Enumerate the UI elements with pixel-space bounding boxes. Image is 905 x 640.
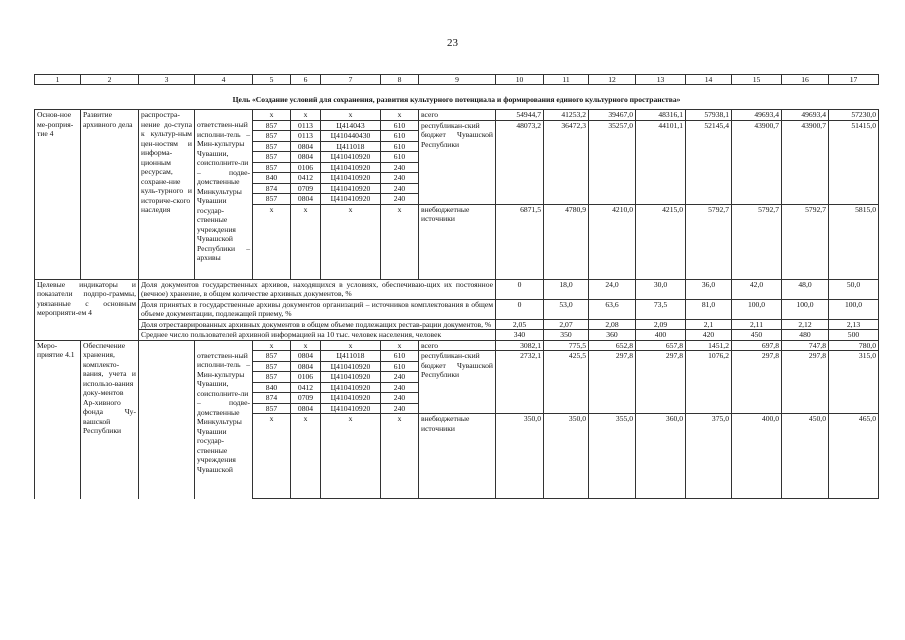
program-table — [34, 74, 879, 499]
block2-code: 857 — [253, 361, 291, 371]
header-col-6: 6 — [291, 75, 321, 85]
block1-code: 610 — [381, 141, 419, 151]
goal-title: Цель «Создание условий для сохранения, развития культурного потенциала и формирования единого культурного пространства» — [232, 95, 681, 105]
indicator-text: Доля отреставрированных архивных документов в общем объеме подлежащих рестав-рации документов, % — [139, 319, 496, 329]
indicator-value: 2,09 — [636, 319, 686, 329]
block2-total-value: 775,5 — [544, 340, 589, 350]
indicator-value: 50,0 — [829, 279, 879, 299]
block1-republic-value: 36472,3 — [544, 120, 589, 204]
block1-external-value: 4780,9 — [544, 204, 589, 279]
block1-republic-value: 44101,1 — [636, 120, 686, 204]
indicator-value: 340 — [496, 330, 544, 340]
block1-republic-value: 35257,0 — [589, 120, 636, 204]
indicator-row — [35, 330, 879, 340]
block2-total-value: 3082,1 — [496, 340, 544, 350]
header-col-17: 17 — [829, 75, 879, 85]
block1-code: Ц410410920 — [321, 152, 381, 162]
block2-total-value: 1451,2 — [686, 340, 732, 350]
block1-code: 857 — [253, 120, 291, 130]
block2-republic-value: 297,8 — [589, 351, 636, 414]
block1-republic-value: 43900,7 — [732, 120, 782, 204]
indicator-value: 100,0 — [829, 299, 879, 319]
block2-total-value: 780,0 — [829, 340, 879, 350]
indicator-value: 18,0 — [544, 279, 589, 299]
block2-code: x — [253, 414, 291, 499]
block2-code: Ц410410920 — [321, 361, 381, 371]
block1-goal-link: распростра-нение до-ступа к культур-ным цен-ностям и информа-ционным ресурсам, сохране-ние куль-турного и историче-ского наследия — [139, 110, 195, 279]
indicator-value: 63,6 — [589, 299, 636, 319]
block1-code: 0113 — [291, 131, 321, 141]
block1-code: 240 — [381, 173, 419, 183]
block1-code: Ц414043 — [321, 120, 381, 130]
block1-code: x — [291, 110, 321, 120]
block1-row — [35, 110, 879, 120]
block1-total-value: 54944,7 — [496, 110, 544, 120]
header-col-11: 11 — [544, 75, 589, 85]
block1-code: 240 — [381, 162, 419, 172]
block1-code: x — [253, 110, 291, 120]
block2-code: x — [291, 414, 321, 499]
block1-total-value: 49693,4 — [732, 110, 782, 120]
block2-code: x — [253, 340, 291, 350]
block2-code: x — [291, 340, 321, 350]
block2-code: Ц410410920 — [321, 372, 381, 382]
block1-code: 0412 — [291, 173, 321, 183]
block2-code: 0804 — [291, 403, 321, 413]
block2-code: x — [381, 414, 419, 499]
indicator-value: 0 — [496, 299, 544, 319]
block1-total-value: 57938,1 — [686, 110, 732, 120]
block2-total-value: 697,8 — [732, 340, 782, 350]
indicator-value: 100,0 — [732, 299, 782, 319]
header-col-2: 2 — [81, 75, 139, 85]
block1-external-value: 4215,0 — [636, 204, 686, 279]
block2-row — [35, 340, 879, 350]
block1-source-external: внебюджетные источники — [419, 204, 496, 279]
block1-code: 0804 — [291, 152, 321, 162]
indicator-text: Среднее число пользователей архивной информацией на 10 тыс. человек населения, человек — [139, 330, 496, 340]
block1-code: 857 — [253, 152, 291, 162]
block2-source-total: всего — [419, 340, 496, 350]
block2-code: 857 — [253, 403, 291, 413]
header-col-1: 1 — [35, 75, 81, 85]
block2-republic-value: 297,8 — [782, 351, 829, 414]
block1-code: 857 — [253, 131, 291, 141]
header-col-8: 8 — [381, 75, 419, 85]
block2-republic-value: 425,5 — [544, 351, 589, 414]
indicator-value: 2,11 — [732, 319, 782, 329]
block2-code: 0106 — [291, 372, 321, 382]
block1-executors: ответствен-ный исполни-тель – Мин-культуры Чувашии, соисполните-ли – подве-домственные Минкультуры Чувашии государ-ственные учреждения Чувашской Республики – архивы — [195, 120, 253, 279]
indicator-value: 500 — [829, 330, 879, 340]
page-number: 23 — [447, 37, 458, 49]
block2-event-type: Меро-приятие 4.1 — [35, 340, 81, 498]
block2-code: 857 — [253, 372, 291, 382]
block1-code: Ц410440430 — [321, 131, 381, 141]
block1-total-value: 41253,2 — [544, 110, 589, 120]
block1-code: Ц410410920 — [321, 183, 381, 193]
header-col-15: 15 — [732, 75, 782, 85]
block1-code: 610 — [381, 131, 419, 141]
block2-source-external: внебюджетные источники — [419, 414, 496, 499]
block2-republic-value: 2732,1 — [496, 351, 544, 414]
block1-code: Ц411018 — [321, 141, 381, 151]
block1-republic-value: 43900,7 — [782, 120, 829, 204]
block2-code: x — [381, 340, 419, 350]
block1-code: 0804 — [291, 194, 321, 204]
block2-code: x — [321, 340, 381, 350]
block1-col4-blank — [195, 110, 253, 120]
indicator-text: Доля документов государственных архивов, находящихся в условиях, обеспечиваю-щих их постоянное (вечное) хранение, в общем количестве архивных документов, % — [139, 279, 496, 299]
block1-republic-value: 48073,2 — [496, 120, 544, 204]
block1-code: 610 — [381, 120, 419, 130]
block2-total-value: 747,8 — [782, 340, 829, 350]
block2-code: 610 — [381, 351, 419, 361]
block2-external-value: 400,0 — [732, 414, 782, 499]
block1-code: Ц410410920 — [321, 194, 381, 204]
block1-code: 240 — [381, 194, 419, 204]
indicator-value: 2,08 — [589, 319, 636, 329]
indicator-value: 36,0 — [686, 279, 732, 299]
block2-republic-value: 297,8 — [636, 351, 686, 414]
indicator-value: 400 — [636, 330, 686, 340]
indicator-row — [35, 279, 879, 299]
header-col-7: 7 — [321, 75, 381, 85]
indicator-value: 450 — [732, 330, 782, 340]
indicator-value: 53,0 — [544, 299, 589, 319]
indicator-value: 480 — [782, 330, 829, 340]
indicator-value: 350 — [544, 330, 589, 340]
block2-code: 874 — [253, 393, 291, 403]
block2-code: 0709 — [291, 393, 321, 403]
block1-event-type: Основ-ное ме-роприя-тие 4 — [35, 110, 81, 279]
block1-event-name: Развитие архивного дела — [81, 110, 139, 279]
block2-code: 0804 — [291, 361, 321, 371]
goal-row — [35, 85, 879, 110]
indicator-value: 420 — [686, 330, 732, 340]
block1-code: 840 — [253, 173, 291, 183]
block1-code: Ц410410920 — [321, 173, 381, 183]
block1-external-value: 4210,0 — [589, 204, 636, 279]
block2-code: 0804 — [291, 351, 321, 361]
block2-code: Ц410410920 — [321, 382, 381, 392]
block1-code: 857 — [253, 194, 291, 204]
block2-empty-col3 — [139, 340, 195, 498]
indicator-value: 2,12 — [782, 319, 829, 329]
header-col-14: 14 — [686, 75, 732, 85]
block1-republic-value: 51415,0 — [829, 120, 879, 204]
block1-source-total: всего — [419, 110, 496, 120]
block2-external-value: 450,0 — [782, 414, 829, 499]
block2-republic-value: 1076,2 — [686, 351, 732, 414]
block1-code: Ц410410920 — [321, 162, 381, 172]
block2-external-value: 375,0 — [686, 414, 732, 499]
block1-code: x — [253, 204, 291, 279]
block1-external-value: 5792,7 — [686, 204, 732, 279]
header-col-4: 4 — [195, 75, 253, 85]
block1-code: x — [381, 110, 419, 120]
block1-code: 0709 — [291, 183, 321, 193]
block2-external-value: 355,0 — [589, 414, 636, 499]
block2-col4-blank — [195, 340, 253, 350]
block2-code: 240 — [381, 393, 419, 403]
block2-code: 240 — [381, 403, 419, 413]
indicator-value: 81,0 — [686, 299, 732, 319]
block1-external-value: 6871,5 — [496, 204, 544, 279]
indicator-value: 2,13 — [829, 319, 879, 329]
indicator-value: 42,0 — [732, 279, 782, 299]
header-col-13: 13 — [636, 75, 686, 85]
block2-external-value: 465,0 — [829, 414, 879, 499]
block1-source-republic: республикан-ский бюджет Чувашской Республики — [419, 120, 496, 204]
block2-total-value: 657,8 — [636, 340, 686, 350]
block2-total-value: 652,8 — [589, 340, 636, 350]
block1-total-value: 49693,4 — [782, 110, 829, 120]
block2-republic-value: 315,0 — [829, 351, 879, 414]
indicator-value: 48,0 — [782, 279, 829, 299]
indicator-row — [35, 299, 879, 319]
block1-code: 0804 — [291, 141, 321, 151]
block1-code: 874 — [253, 183, 291, 193]
block2-code: 0412 — [291, 382, 321, 392]
indicator-text: Доля принятых в государственные архивы документов организаций – источников комплектования в общем объеме документации, подлежащей приему, % — [139, 299, 496, 319]
header-col-12: 12 — [589, 75, 636, 85]
block1-code: 0113 — [291, 120, 321, 130]
indicators-label: Целевые индикаторы и показатели подпро-граммы, увязанные с основным мероприяти-ем 4 — [35, 279, 139, 340]
block2-code: x — [321, 414, 381, 499]
block1-code: 857 — [253, 141, 291, 151]
block2-external-value: 350,0 — [496, 414, 544, 499]
indicator-value: 30,0 — [636, 279, 686, 299]
indicator-value: 2,1 — [686, 319, 732, 329]
block2-external-value: 360,0 — [636, 414, 686, 499]
block2-executors: ответствен-ный исполни-тель – Мин-культуры Чувашии, соисполните-ли – подве-домственные Минкультуры Чувашии государ-ственные учреждения Чувашской — [195, 351, 253, 499]
block1-total-value: 57230,0 — [829, 110, 879, 120]
header-col-5: 5 — [253, 75, 291, 85]
block2-source-republic: республикан-ский бюджет Чувашской Республики — [419, 351, 496, 414]
block1-total-value: 48316,1 — [636, 110, 686, 120]
block2-code: Ц411018 — [321, 351, 381, 361]
indicator-value: 73,5 — [636, 299, 686, 319]
block2-code: 857 — [253, 351, 291, 361]
header-col-3: 3 — [139, 75, 195, 85]
block1-republic-value: 52145,4 — [686, 120, 732, 204]
block1-code: 610 — [381, 152, 419, 162]
block2-code: Ц410410920 — [321, 393, 381, 403]
block2-code: 610 — [381, 361, 419, 371]
header-col-10: 10 — [496, 75, 544, 85]
block1-external-value: 5815,0 — [829, 204, 879, 279]
block1-code: x — [321, 110, 381, 120]
block1-code: 240 — [381, 183, 419, 193]
block1-code: x — [291, 204, 321, 279]
block1-code: 857 — [253, 162, 291, 172]
block2-external-value: 350,0 — [544, 414, 589, 499]
indicator-value: 360 — [589, 330, 636, 340]
block1-code: x — [321, 204, 381, 279]
block1-total-value: 39467,0 — [589, 110, 636, 120]
block2-code: 840 — [253, 382, 291, 392]
header-row — [35, 75, 879, 85]
block2-republic-value: 297,8 — [732, 351, 782, 414]
indicator-value: 100,0 — [782, 299, 829, 319]
block1-external-value: 5792,7 — [782, 204, 829, 279]
block1-code: x — [381, 204, 419, 279]
block2-code: Ц410410920 — [321, 403, 381, 413]
indicator-value: 2,05 — [496, 319, 544, 329]
block1-code: 0106 — [291, 162, 321, 172]
indicator-value: 2,07 — [544, 319, 589, 329]
indicator-value: 24,0 — [589, 279, 636, 299]
header-col-9: 9 — [419, 75, 496, 85]
indicator-value: 0 — [496, 279, 544, 299]
block2-code: 240 — [381, 382, 419, 392]
block2-code: 240 — [381, 372, 419, 382]
header-col-16: 16 — [782, 75, 829, 85]
indicator-row — [35, 319, 879, 329]
block2-event-name: Обеспечение хранения, комплекто-вания, учета и использо-вания доку-ментов Ар-хивного фонда Чу-вашской Республики — [81, 340, 139, 498]
block1-external-value: 5792,7 — [732, 204, 782, 279]
